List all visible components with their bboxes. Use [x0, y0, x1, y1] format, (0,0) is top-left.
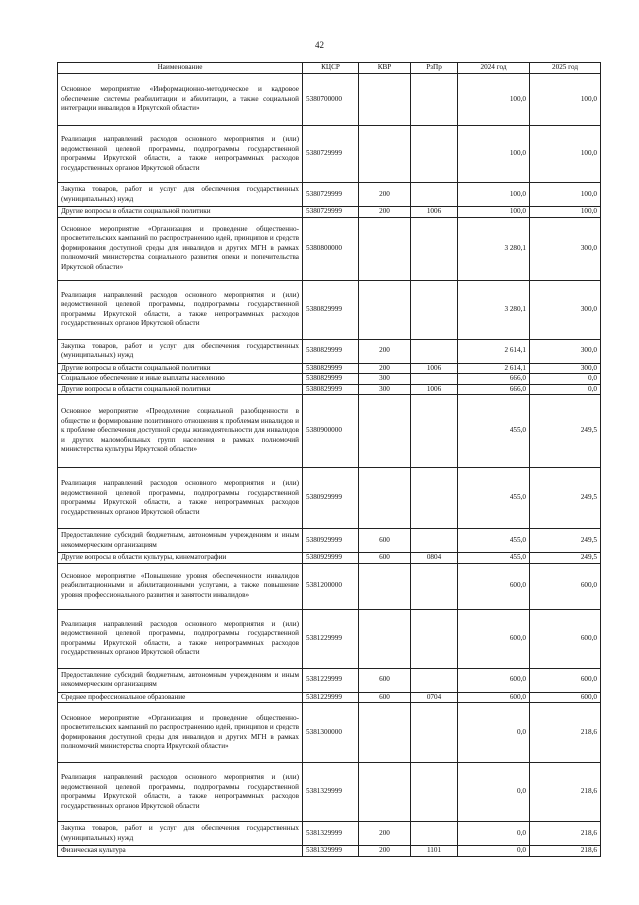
table-row [58, 217, 601, 280]
cell-2025: 100,0 [530, 207, 601, 218]
table-row [58, 846, 601, 857]
cell-2024: 100,0 [458, 183, 530, 207]
cell-kvr: 600 [359, 692, 411, 703]
cell-code: 5380729999 [303, 207, 359, 218]
cell-code: 5380700000 [303, 74, 359, 126]
cell-rzpr [411, 183, 458, 207]
cell-2024: 3 280,1 [458, 280, 530, 339]
cell-rzpr [411, 668, 458, 692]
cell-2025: 600,0 [530, 692, 601, 703]
cell-code: 5380829999 [303, 374, 359, 385]
cell-code: 5381329999 [303, 846, 359, 857]
table-body [58, 74, 601, 857]
cell-kvr: 200 [359, 339, 411, 363]
header-2024: 2024 год [458, 63, 530, 74]
cell-2024: 100,0 [458, 74, 530, 126]
cell-rzpr [411, 529, 458, 553]
cell-2025: 249,5 [530, 529, 601, 553]
table-row [58, 280, 601, 339]
cell-code: 5380900000 [303, 395, 359, 468]
cell-rzpr [411, 468, 458, 529]
table-row [58, 668, 601, 692]
cell-rzpr: 1006 [411, 384, 458, 395]
cell-name: Реализация направлений расходов основного мероприятия и (или) ведомственной целевой программы, подпрограммы государственной программы Иркутской области, а также непрограммных расходов государственных органов Иркутской области [58, 126, 303, 183]
cell-name: Основное мероприятие «Организация и проведение общественно-просветительских кампаний по распространению идей, принципов и средств формирования доступной среды для инвалидов и других МГН в рамках полномочий министерства социального развития опеки и попечительства Иркутской области» [58, 217, 303, 280]
cell-kvr: 300 [359, 384, 411, 395]
table-row [58, 703, 601, 763]
cell-name: Другие вопросы в области социальной политики [58, 384, 303, 395]
cell-2024: 455,0 [458, 468, 530, 529]
cell-rzpr [411, 609, 458, 668]
cell-name: Основное мероприятие «Организация и проведение общественно-просветительских кампаний по распространению идей, принципов и средств формирования доступной среды для инвалидов и других МГН в рамках полномочий министерства спорта Иркутской области» [58, 703, 303, 763]
table-row [58, 609, 601, 668]
cell-kvr: 200 [359, 207, 411, 218]
cell-2025: 249,5 [530, 553, 601, 564]
cell-2024: 600,0 [458, 668, 530, 692]
header-code: КЦСР [303, 63, 359, 74]
cell-code: 5381229999 [303, 692, 359, 703]
cell-kvr [359, 763, 411, 822]
cell-2025: 218,6 [530, 822, 601, 846]
cell-2025: 0,0 [530, 384, 601, 395]
cell-name: Другие вопросы в области социальной политики [58, 363, 303, 374]
cell-code: 5381229999 [303, 609, 359, 668]
cell-code: 5380729999 [303, 183, 359, 207]
cell-2024: 455,0 [458, 553, 530, 564]
cell-rzpr: 1006 [411, 363, 458, 374]
cell-kvr [359, 395, 411, 468]
cell-kvr: 300 [359, 374, 411, 385]
cell-2025: 600,0 [530, 609, 601, 668]
cell-2025: 300,0 [530, 339, 601, 363]
cell-name: Другие вопросы в области социальной политики [58, 207, 303, 218]
cell-rzpr [411, 126, 458, 183]
page-number: 42 [315, 40, 324, 50]
cell-code: 5380829999 [303, 339, 359, 363]
cell-name: Реализация направлений расходов основного мероприятия и (или) ведомственной целевой программы, подпрограммы государственной программы Иркутской области, а также непрограммных расходов государственных органов Иркутской области [58, 468, 303, 529]
cell-rzpr [411, 280, 458, 339]
cell-2024: 0,0 [458, 822, 530, 846]
cell-2025: 600,0 [530, 668, 601, 692]
cell-kvr: 200 [359, 183, 411, 207]
cell-code: 5380729999 [303, 126, 359, 183]
cell-kvr [359, 468, 411, 529]
cell-kvr: 200 [359, 822, 411, 846]
cell-name: Реализация направлений расходов основного мероприятия и (или) ведомственной целевой программы, подпрограммы государственной программы Иркутской области, а также непрограммных расходов государственных органов Иркутской области [58, 763, 303, 822]
cell-rzpr [411, 395, 458, 468]
cell-name: Предоставление субсидий бюджетным, автономным учреждениям и иным некоммерческим организациям [58, 529, 303, 553]
cell-kvr [359, 280, 411, 339]
table-row [58, 468, 601, 529]
cell-2025: 300,0 [530, 280, 601, 339]
table-row [58, 692, 601, 703]
cell-name: Закупка товаров, работ и услуг для обеспечения государственных (муниципальных) нужд [58, 183, 303, 207]
cell-kvr [359, 703, 411, 763]
cell-name: Закупка товаров, работ и услуг для обеспечения государственных (муниципальных) нужд [58, 822, 303, 846]
table-row [58, 207, 601, 218]
header-kvr: КВР [359, 63, 411, 74]
cell-rzpr [411, 763, 458, 822]
cell-code: 5380829999 [303, 363, 359, 374]
cell-2025: 100,0 [530, 74, 601, 126]
cell-kvr: 600 [359, 529, 411, 553]
cell-code: 5381329999 [303, 763, 359, 822]
table-row [58, 529, 601, 553]
cell-code: 5381329999 [303, 822, 359, 846]
cell-rzpr: 1101 [411, 846, 458, 857]
cell-code: 5380829999 [303, 280, 359, 339]
cell-name: Основное мероприятие «Повышение уровня обеспеченности инвалидов реабилитационными и абилитационными услугами, а также повышение уровня профессионального развития и занятости инвалидов» [58, 563, 303, 609]
cell-2024: 455,0 [458, 395, 530, 468]
cell-rzpr: 0804 [411, 553, 458, 564]
cell-kvr [359, 126, 411, 183]
cell-2025: 300,0 [530, 363, 601, 374]
table-row [58, 339, 601, 363]
table-row [58, 553, 601, 564]
cell-2025: 600,0 [530, 563, 601, 609]
cell-kvr [359, 563, 411, 609]
cell-rzpr [411, 339, 458, 363]
table-row [58, 563, 601, 609]
cell-2024: 666,0 [458, 384, 530, 395]
cell-name: Закупка товаров, работ и услуг для обеспечения государственных (муниципальных) нужд [58, 339, 303, 363]
cell-2025: 218,6 [530, 763, 601, 822]
cell-name: Социальное обеспечение и иные выплаты населению [58, 374, 303, 385]
cell-kvr [359, 217, 411, 280]
cell-kvr: 200 [359, 363, 411, 374]
cell-code: 5381229999 [303, 668, 359, 692]
cell-2025: 0,0 [530, 374, 601, 385]
cell-2024: 600,0 [458, 609, 530, 668]
cell-2024: 0,0 [458, 846, 530, 857]
cell-rzpr [411, 822, 458, 846]
cell-2024: 2 614,1 [458, 363, 530, 374]
cell-name: Другие вопросы в области культуры, кинематографии [58, 553, 303, 564]
cell-rzpr: 1006 [411, 207, 458, 218]
table-row [58, 763, 601, 822]
cell-code: 5380829999 [303, 384, 359, 395]
cell-kvr: 600 [359, 668, 411, 692]
cell-2025: 100,0 [530, 183, 601, 207]
cell-code: 5381300000 [303, 703, 359, 763]
cell-rzpr [411, 374, 458, 385]
cell-code: 5380800000 [303, 217, 359, 280]
table-row [58, 395, 601, 468]
cell-2025: 249,5 [530, 468, 601, 529]
table-row [58, 822, 601, 846]
cell-code: 5380929999 [303, 553, 359, 564]
cell-name: Реализация направлений расходов основного мероприятия и (или) ведомственной целевой программы, подпрограммы государственной программы Иркутской области, а также непрограммных расходов государственных органов Иркутской области [58, 609, 303, 668]
cell-rzpr [411, 563, 458, 609]
cell-2024: 0,0 [458, 703, 530, 763]
table-row [58, 74, 601, 126]
cell-code: 5381200000 [303, 563, 359, 609]
cell-2025: 218,6 [530, 703, 601, 763]
cell-2024: 100,0 [458, 207, 530, 218]
cell-2025: 300,0 [530, 217, 601, 280]
table-row [58, 183, 601, 207]
cell-code: 5380929999 [303, 468, 359, 529]
cell-2025: 100,0 [530, 126, 601, 183]
cell-rzpr: 0704 [411, 692, 458, 703]
cell-2024: 455,0 [458, 529, 530, 553]
cell-2024: 100,0 [458, 126, 530, 183]
cell-code: 5380929999 [303, 529, 359, 553]
cell-name: Основное мероприятие «Преодоление социальной разобщенности в обществе и формирование позитивного отношения к проблемам инвалидов и к проблеме обеспечения доступной среды жизнедеятельности для инвалидов и других маломобильных групп населения в рамках полномочий министерства культуры Иркутской области» [58, 395, 303, 468]
cell-2025: 218,6 [530, 846, 601, 857]
header-2025: 2025 год [530, 63, 601, 74]
cell-rzpr [411, 74, 458, 126]
cell-kvr [359, 609, 411, 668]
cell-name: Среднее профессиональное образование [58, 692, 303, 703]
table-row [58, 374, 601, 385]
cell-2024: 0,0 [458, 763, 530, 822]
table-row [58, 363, 601, 374]
cell-rzpr [411, 703, 458, 763]
cell-rzpr [411, 217, 458, 280]
header-rzpr: РзПр [411, 63, 458, 74]
table-header-row [58, 63, 601, 74]
cell-kvr: 600 [359, 553, 411, 564]
cell-name: Физическая культура [58, 846, 303, 857]
table-row [58, 126, 601, 183]
cell-kvr [359, 74, 411, 126]
cell-2024: 666,0 [458, 374, 530, 385]
budget-table [57, 62, 601, 857]
cell-2024: 3 280,1 [458, 217, 530, 280]
cell-2024: 600,0 [458, 692, 530, 703]
cell-2024: 2 614,1 [458, 339, 530, 363]
cell-kvr: 200 [359, 846, 411, 857]
cell-2025: 249,5 [530, 395, 601, 468]
table-row [58, 384, 601, 395]
header-name: Наименование [58, 63, 303, 74]
cell-name: Предоставление субсидий бюджетным, автономным учреждениям и иным некоммерческим организациям [58, 668, 303, 692]
cell-2024: 600,0 [458, 563, 530, 609]
cell-name: Реализация направлений расходов основного мероприятия и (или) ведомственной целевой программы, подпрограммы государственной программы Иркутской области, а также непрограммных расходов государственных органов Иркутской области [58, 280, 303, 339]
cell-name: Основное мероприятие «Информационно-методическое и кадровое обеспечение системы реабилитации и абилитации, а также социальной интеграции инвалидов в Иркутской области» [58, 74, 303, 126]
